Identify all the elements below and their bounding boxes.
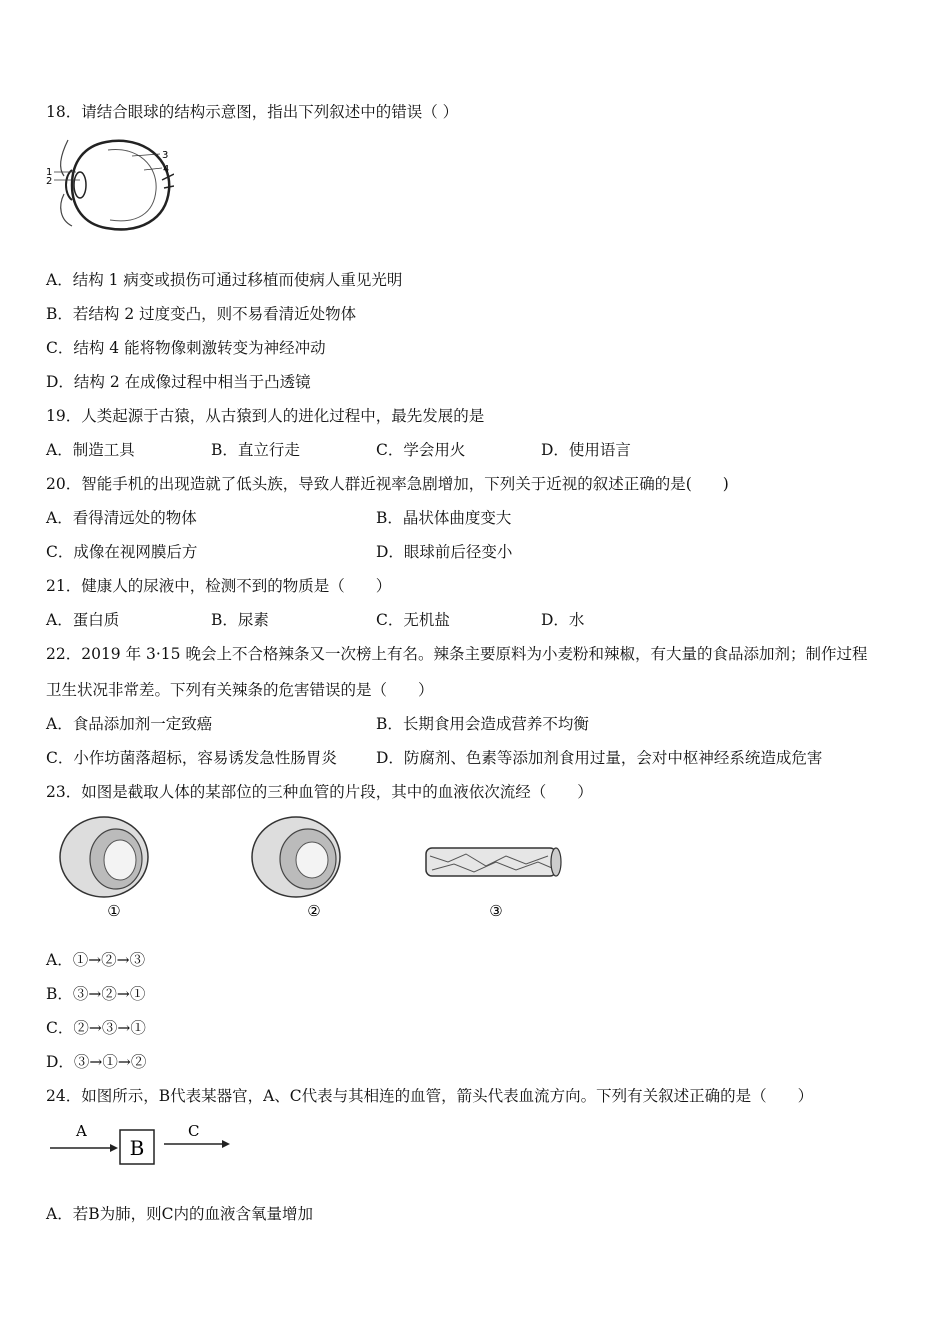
- vessel-label-2: ②: [307, 902, 321, 920]
- vessel-a-label: A: [76, 1122, 87, 1140]
- q19-option-a: A．制造工具: [46, 441, 135, 459]
- q20-option-d: D．眼球前后径变小: [376, 543, 513, 561]
- organ-b-label: B: [129, 1136, 145, 1160]
- q18-option-a: A．结构 1 病变或损伤可通过移植而使病人重见光明: [46, 271, 403, 289]
- q19-stem: 19．人类起源于古猿，从古猿到人的进化过程中，最先发展的是: [46, 407, 485, 425]
- eye-label-4: 4: [163, 164, 170, 175]
- vessel-c-label: C: [188, 1122, 200, 1140]
- q18-option-c: C．结构 4 能将物像刺激转变为神经冲动: [46, 339, 326, 357]
- vessel-2-vein: [252, 817, 340, 897]
- q23-option-c: C．②→③→①: [46, 1019, 146, 1037]
- q18-option-b: B．若结构 2 过度变凸，则不易看清近处物体: [46, 305, 357, 323]
- vessel-label-1: ①: [107, 902, 121, 920]
- eye-label-3: 3: [162, 150, 169, 161]
- q20-stem: 20．智能手机的出现造就了低头族，导致人群近视率急剧增加，下列关于近视的叙述正确的是( ): [46, 475, 729, 493]
- eye-label-1: 1: [46, 167, 53, 178]
- q23-option-a: A．①→②→③: [46, 951, 146, 969]
- q19-option-b: B．直立行走: [211, 441, 300, 459]
- q22-option-c: C．小作坊菌落超标，容易诱发急性肠胃炎: [46, 749, 337, 767]
- q22-option-a: A．食品添加剂一定致癌: [46, 715, 213, 733]
- q19-option-c: C．学会用火: [376, 441, 466, 459]
- q20-option-c: C．成像在视网膜后方: [46, 543, 198, 561]
- q18-option-d: D．结构 2 在成像过程中相当于凸透镜: [46, 373, 311, 391]
- q21-option-a: A．蛋白质: [46, 611, 120, 629]
- q23-stem: 23．如图是截取人体的某部位的三种血管的片段，其中的血液依次流经（ ）: [46, 783, 593, 801]
- q21-option-d: D．水: [541, 611, 585, 629]
- q21-option-b: B．尿素: [211, 611, 269, 629]
- q23-option-b: B．③→②→①: [46, 985, 146, 1003]
- q18-stem: 18．请结合眼球的结构示意图，指出下列叙述中的错误（ ）: [46, 103, 459, 121]
- q22-option-d: D．防腐剂、色素等添加剂食用过量，会对中枢神经系统造成危害: [376, 749, 823, 767]
- q22-option-b: B．长期食用会造成营养不均衡: [376, 715, 589, 733]
- q22-stem-line1: 22．2019 年 3·15 晚会上不合格辣条又一次榜上有名。辣条主要原料为小麦粉和辣椒，有大量的食品添加剂；制作过程: [46, 645, 868, 663]
- q24-option-a: A．若B为肺，则C内的血液含氧量增加: [46, 1205, 313, 1223]
- q21-stem: 21．健康人的尿液中，检测不到的物质是（ ）: [46, 577, 392, 595]
- eye-label-2: 2: [46, 176, 53, 187]
- q23-option-d: D．③→①→②: [46, 1053, 147, 1071]
- vessel-1-artery: [60, 817, 148, 897]
- blood-vessels-diagram: [58, 812, 578, 920]
- q21-option-c: C．无机盐: [376, 611, 450, 629]
- q22-stem-line2: 卫生状况非常差。下列有关辣条的危害错误的是（ ）: [46, 681, 434, 699]
- organ-flow-diagram: [46, 1118, 236, 1170]
- q19-option-d: D．使用语言: [541, 441, 631, 459]
- vessel-3-capillary: [426, 848, 561, 876]
- q24-stem: 24．如图所示，B代表某器官，A、C代表与其相连的血管，箭头代表血流方向。下列有关叙述正确的是（ ）: [46, 1087, 814, 1105]
- q20-option-b: B．晶状体曲度变大: [376, 509, 512, 527]
- vessel-label-3: ③: [489, 902, 503, 920]
- q20-option-a: A．看得清远处的物体: [46, 509, 197, 527]
- eye-structure-diagram: [44, 130, 174, 236]
